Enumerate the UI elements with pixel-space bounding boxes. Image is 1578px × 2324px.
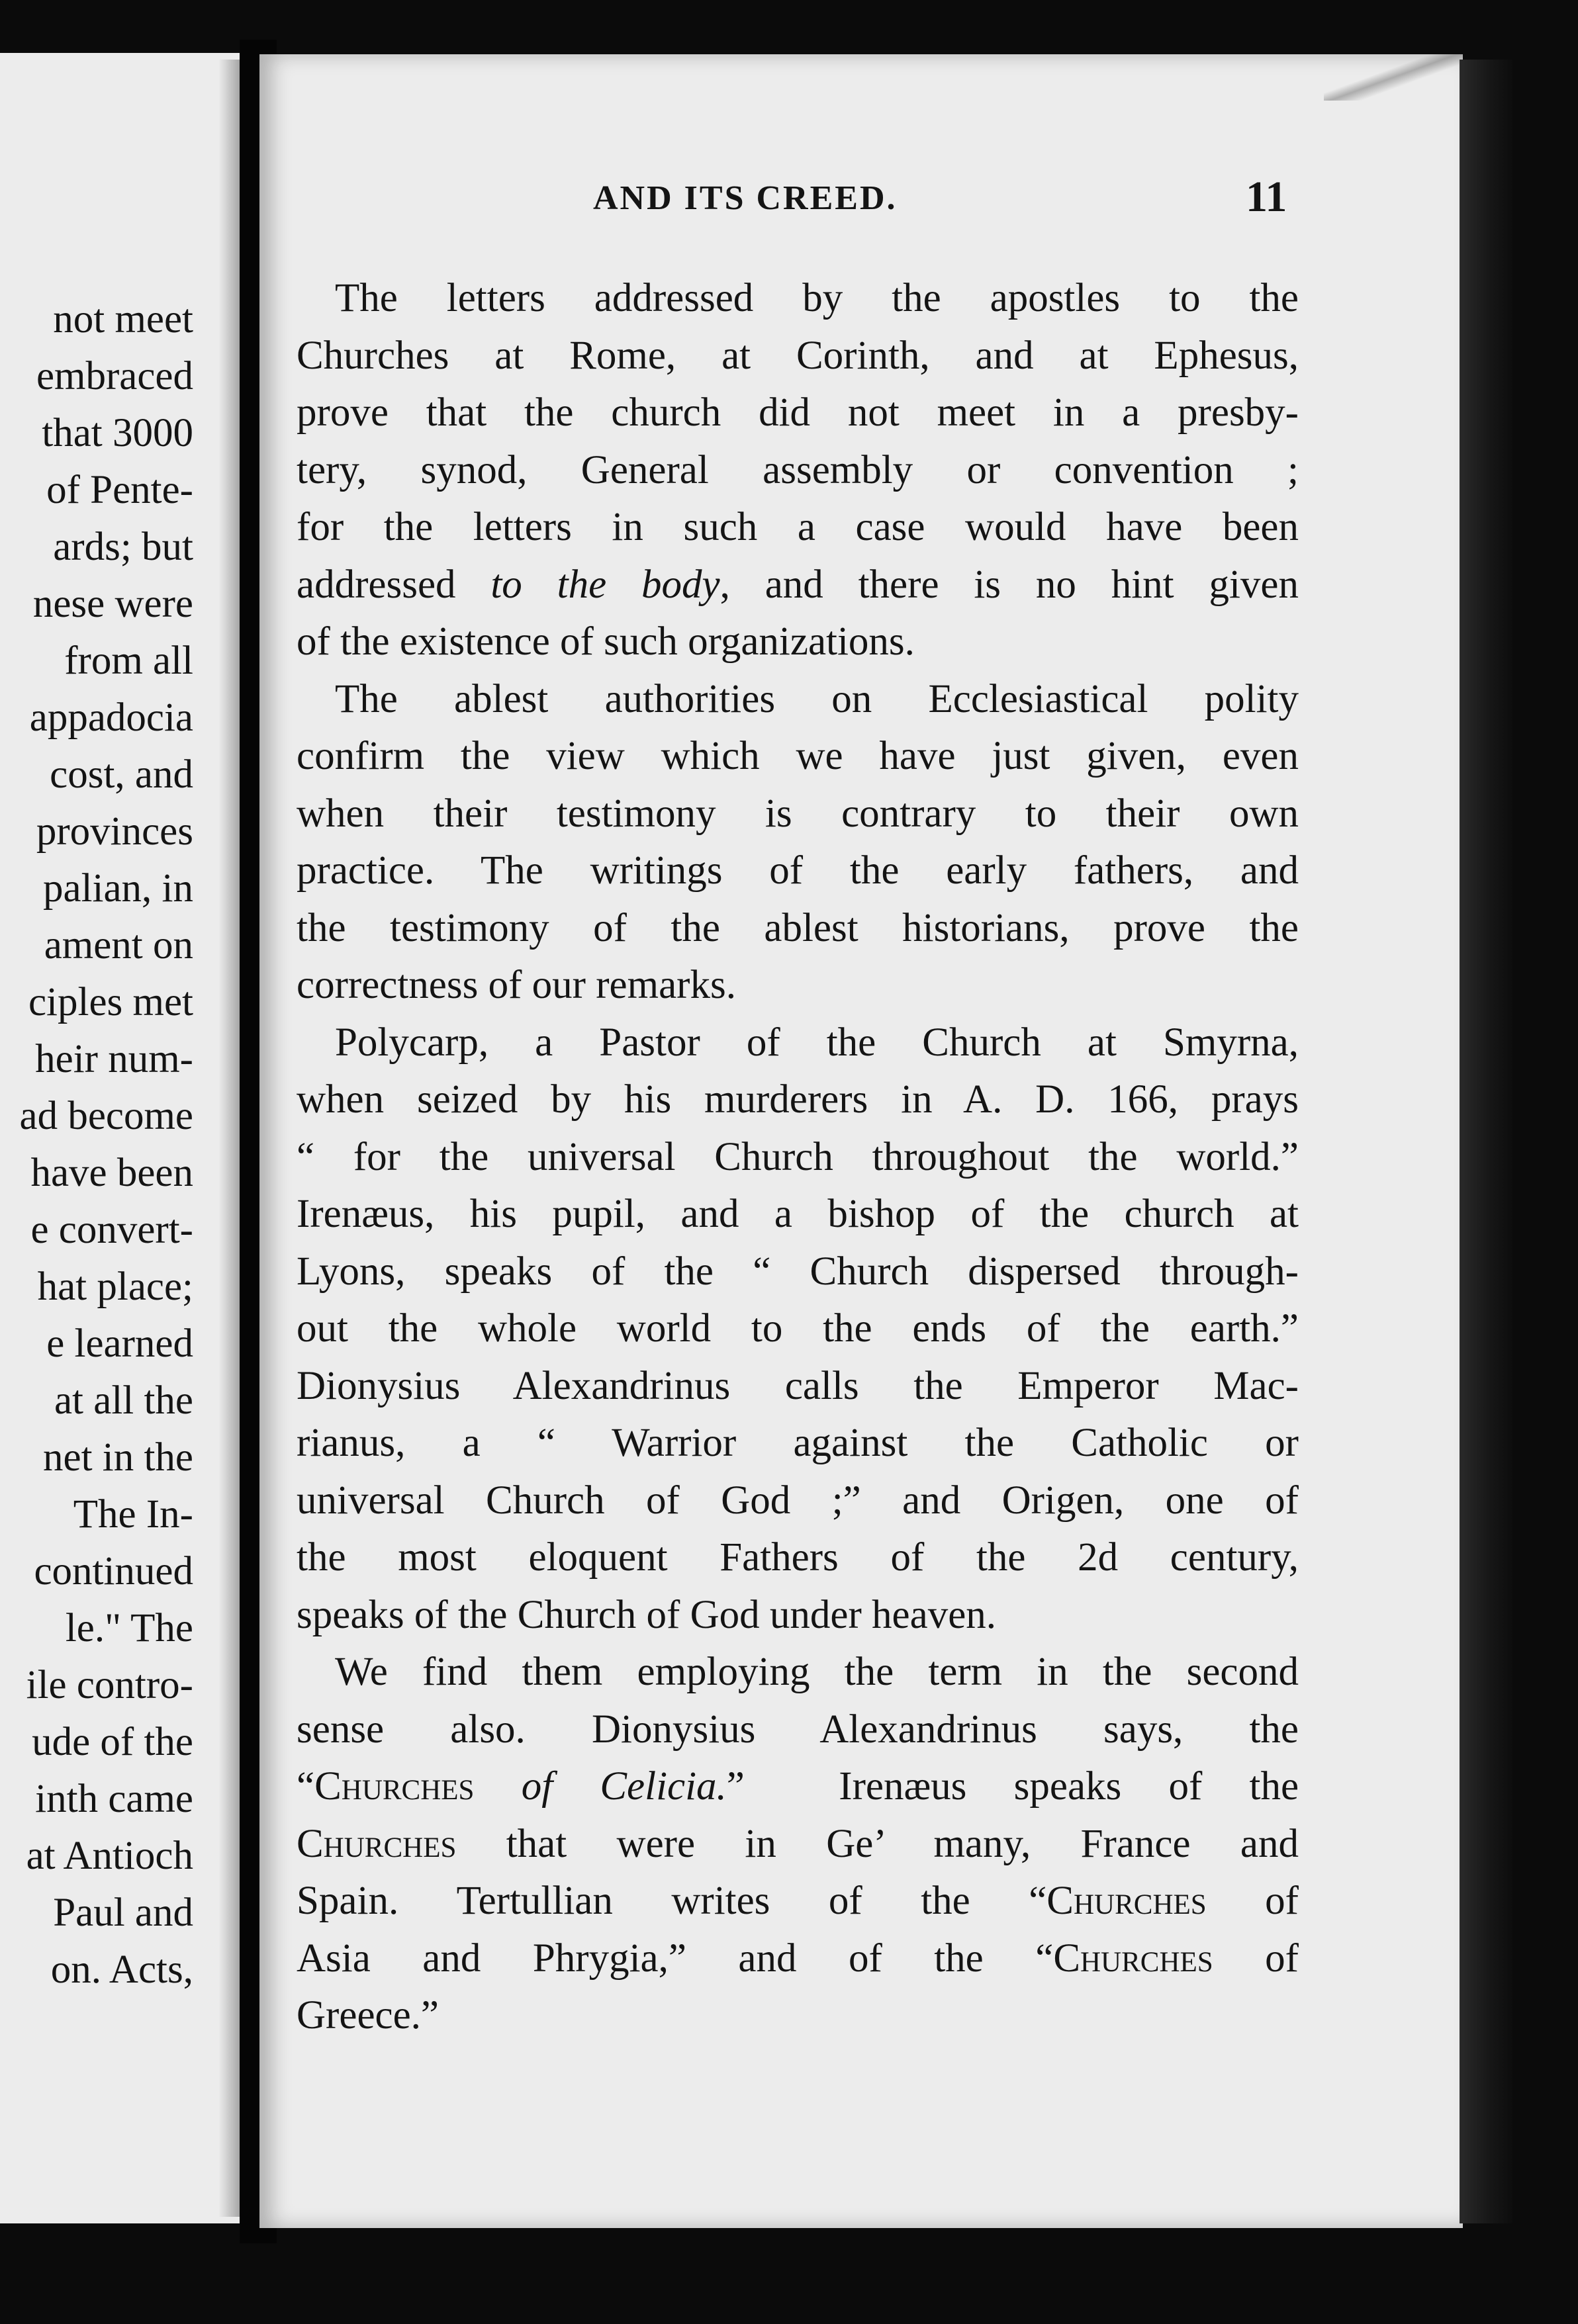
text-line: out the whole world to the ends of the earth.” <box>297 1306 1299 1351</box>
left-page-line: The In- <box>73 1492 193 1537</box>
left-page <box>0 53 240 2223</box>
text-line: when their testimony is contrary to their own <box>297 791 1299 836</box>
left-page-line: of Pente- <box>46 468 193 512</box>
running-head: AND ITS CREED. <box>593 179 898 217</box>
text-line: the most eloquent Fathers of the 2d century, <box>297 1535 1299 1580</box>
text-line: when seized by his murderers in A. D. 166, prays <box>297 1077 1299 1122</box>
left-page-line: e convert- <box>30 1208 193 1252</box>
text-line: “ for the universal Church throughout the world.” <box>297 1134 1299 1179</box>
text-line: practice. The writings of the early fathers, and <box>297 848 1299 893</box>
text-line: confirm the view which we have just given, even <box>297 734 1299 778</box>
text-line: Polycarp, a Pastor of the Church at Smyrna, <box>335 1020 1299 1065</box>
text-line: The ablest authorities on Ecclesiastical polity <box>335 676 1299 721</box>
small-caps-churches: Churches <box>1046 1879 1207 1923</box>
paragraph <box>297 1014 1299 1644</box>
text-segment: Spain. Tertullian writes of the “ <box>297 1879 1047 1923</box>
text-line: rianus, a “ Warrior against the Catholic or <box>297 1421 1299 1465</box>
left-page-line: heir num- <box>35 1037 193 1081</box>
text-line: The letters addressed by the apostles to the <box>335 276 1299 320</box>
text-segment: addressed <box>297 562 491 607</box>
text-segment: of <box>1213 1936 1299 1981</box>
text-segment: of <box>1206 1879 1299 1923</box>
body-text <box>297 270 1299 2045</box>
text-line <box>297 1930 1299 1988</box>
text-line: tery, synod, General assembly or convention ; <box>297 447 1299 492</box>
text-line: of the existence of such organizations. <box>297 619 915 664</box>
left-page-line: le." The <box>65 1606 193 1650</box>
text-line: the testimony of the ablest historians, prove the <box>297 905 1299 950</box>
left-page-line: at Antioch <box>26 1834 193 1878</box>
text-line: speaks of the Church of God under heaven. <box>297 1592 997 1637</box>
page-edge <box>1460 60 1512 2223</box>
left-page-line: ad become <box>19 1094 193 1138</box>
text-segment: Asia and Phrygia,” and of the “ <box>297 1936 1054 1981</box>
italic-phrase: to the body <box>490 562 720 607</box>
left-page-line: provinces <box>36 809 193 854</box>
text-line: for the letters in such a case would have been <box>297 505 1299 549</box>
left-page-line: on. Acts, <box>50 1947 193 1992</box>
small-caps-churches: Churches <box>1053 1936 1213 1981</box>
left-page-line: continued <box>34 1549 193 1593</box>
italic-of: of <box>521 1764 553 1809</box>
text-line: Dionysius Alexandrinus calls the Emperor Mac- <box>297 1363 1299 1408</box>
left-page-line: ude of the <box>32 1720 193 1764</box>
left-page-line: that 3000 <box>42 411 193 455</box>
text-segment: Irenæus speaks of the <box>839 1764 1299 1809</box>
left-page-line: have been <box>30 1151 193 1195</box>
left-page-line: inth came <box>35 1777 193 1821</box>
left-page-line: palian, in <box>43 866 193 911</box>
text-line: universal Church of God ;” and Origen, one of <box>297 1478 1299 1523</box>
left-page-line: ards; but <box>53 525 193 569</box>
text-line: Irenæus, his pupil, and a bishop of the church at <box>297 1192 1299 1236</box>
left-page-line: Paul and <box>53 1891 193 1935</box>
small-caps-churches: Churches <box>297 1821 457 1866</box>
left-page-line: at all the <box>54 1378 193 1423</box>
left-page-line: cost, and <box>50 752 193 797</box>
page-number: 11 <box>1246 173 1287 221</box>
left-page-line: net in the <box>43 1435 193 1480</box>
text-line: prove that the church did not meet in a presby- <box>297 390 1299 435</box>
left-page-line: appadocia <box>29 695 193 740</box>
left-page-line: ile contro- <box>26 1663 193 1707</box>
italic-celicia: Celicia. <box>600 1764 727 1809</box>
left-page-line: embraced <box>36 354 193 398</box>
text-line <box>297 557 1299 614</box>
left-page-line: from all <box>64 639 193 683</box>
paragraph <box>297 671 1299 1014</box>
left-page-line: ciples met <box>28 980 193 1024</box>
text-segment: that were in Ge’ many, France and <box>506 1821 1299 1866</box>
open-quote: “ <box>297 1764 315 1809</box>
left-page-line: hat place; <box>37 1265 193 1309</box>
text-line: Greece.” <box>297 1993 439 2037</box>
text-line: We find them employing the term in the second <box>335 1650 1299 1694</box>
left-page-text <box>20 291 194 1998</box>
text-line <box>297 1816 1299 1873</box>
paragraph <box>297 270 1299 671</box>
text-line: correctness of our remarks. <box>297 963 736 1007</box>
left-page-line: nese were <box>32 582 193 626</box>
page-corner-fold <box>1324 54 1463 101</box>
text-line <box>297 1758 1299 1816</box>
left-page-line: e learned <box>46 1321 193 1366</box>
text-segment: , and there is no hint given <box>719 562 1299 607</box>
close-quote: ” <box>726 1764 745 1809</box>
left-page-line: not meet <box>53 297 193 341</box>
text-line: Churches at Rome, at Corinth, and at Ephesus, <box>297 333 1299 378</box>
small-caps-churches: Churches <box>314 1764 475 1809</box>
text-line <box>297 1873 1299 1930</box>
text-line: Lyons, speaks of the “ Church dispersed through- <box>297 1249 1299 1294</box>
paragraph <box>297 1644 1299 2045</box>
left-page-line: ament on <box>44 923 193 967</box>
text-line: sense also. Dionysius Alexandrinus says, the <box>297 1707 1299 1752</box>
